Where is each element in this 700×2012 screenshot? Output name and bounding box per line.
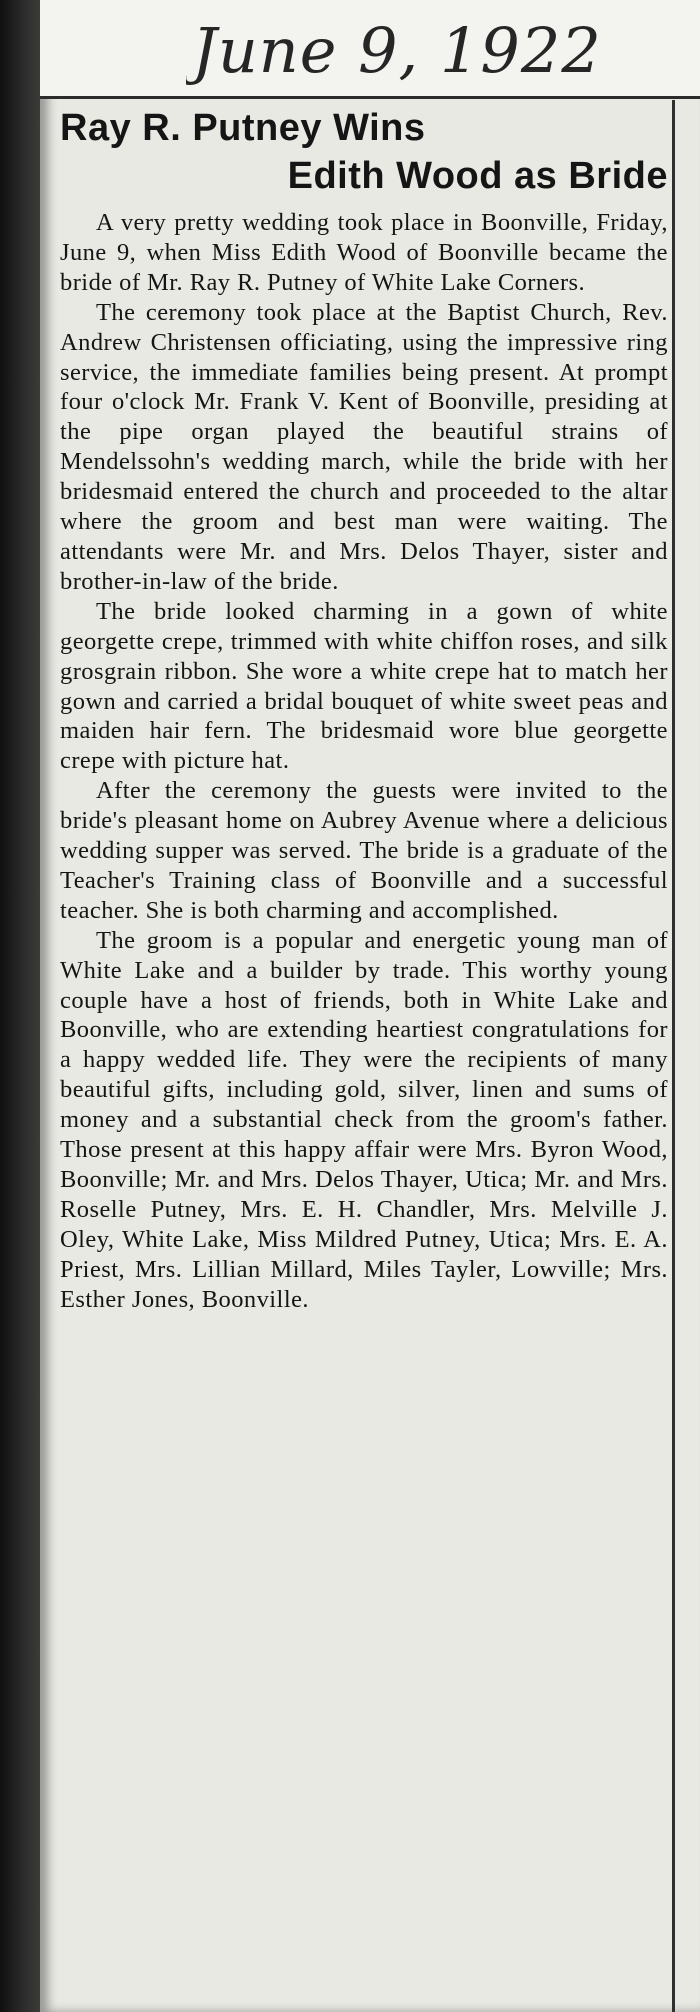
paragraph-5: The groom is a popular and energetic young man of White Lake and a builder by trade. This worthy young couple have a host of friends, both in White Lake and Boonville, who are extending heartiest congratulations for a happy wedded life. They were the recipients of many beautiful gifts, including gold, silver, linen and sums of money and a substantial check from the groom's father. Those present at this happy affair were Mrs. Byron Wood, Boonville; Mr. and Mrs. Delos Thayer, Utica; Mr. and Mrs. Roselle Putney, Mrs. E. H. Chandler, Mrs. Melville J. Oley, White Lake, Miss Mildred Putney, Utica; Mrs. E. A. Priest, Mrs. Lillian Millard, Miles Tayler, Lowville; Mrs. Esther Jones, Boonville. bbox=[60, 926, 668, 1313]
handwritten-date bbox=[186, 10, 606, 90]
headline bbox=[60, 104, 668, 200]
newspaper-clipping bbox=[40, 0, 700, 2012]
paragraph-3: The bride looked charming in a gown of white georgette crepe, trimmed with white chiffon roses, and silk grosgrain ribbon. She wore a white crepe hat to match her gown and carried a bridal bouquet of white sweet peas and maiden hair fern. The bridesmaid wore blue georgette crepe with picture hat. bbox=[60, 597, 668, 775]
article bbox=[60, 104, 668, 1315]
column-rule bbox=[672, 100, 675, 2012]
handwritten-date-text: June 9, 1922 bbox=[192, 14, 602, 87]
headline-line-1: Ray R. Putney Wins bbox=[60, 107, 426, 149]
paragraph-1: A very pretty wedding took place in Boonville, Friday, June 9, when Miss Edith Wood of Boonville became the bride of Mr. Ray R. Putney of White Lake Corners. bbox=[60, 209, 668, 296]
paragraph-2: The ceremony took place at the Baptist Church, Rev. Andrew Christensen officiating, using the impressive ring service, the immediate families being present. At prompt four o'clock Mr. Frank V. Kent of Boonville, presiding at the pipe organ played the beautiful strains of Mendelssohn's wedding march, while the bride with her bridesmaid entered the church and proceeded to the altar where the groom and best man were waiting. The attendants were Mr. and Mrs. Delos Thayer, sister and brother-in-law of the bride. bbox=[60, 298, 668, 595]
headline-line-2: Edith Wood as Bride bbox=[287, 155, 668, 197]
scan-background-edge bbox=[0, 0, 40, 2012]
paragraph-4: After the ceremony the guests were invited to the bride's pleasant home on Aubrey Avenue where a delicious wedding supper was served. The bride is a graduate of the Teacher's Training class of Boonville and a successful teacher. She is both charming and accomplished. bbox=[60, 777, 668, 924]
date-strip bbox=[40, 0, 700, 99]
